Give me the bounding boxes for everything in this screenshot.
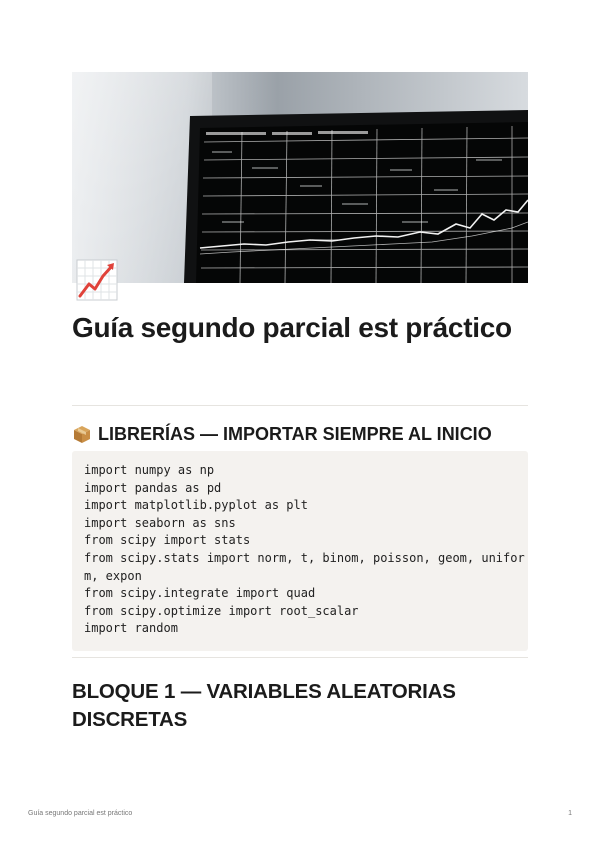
stock-chart-photo [72, 72, 528, 283]
footer-page-number: 1 [568, 810, 572, 817]
footer-doc-name: Guía segundo parcial est práctico [28, 810, 133, 817]
page-title: Guía segundo parcial est práctico [72, 312, 512, 343]
code-line: from scipy.stats import norm, t, binom, poisson, geom, unifor [84, 550, 525, 565]
libraries-heading [72, 422, 528, 446]
code-line: import seaborn as sns [84, 515, 236, 530]
package-icon [72, 424, 92, 444]
cover-image [72, 72, 528, 283]
title-divider [72, 405, 528, 406]
code-line: import numpy as np [84, 463, 215, 477]
code-line: from scipy import stats [84, 533, 251, 548]
code-line: from scipy.integrate import quad [84, 586, 316, 601]
libraries-heading-text: LIBRERÍAS — IMPORTAR SIEMPRE AL INICIO [98, 424, 492, 444]
chart-increasing-icon [75, 258, 119, 302]
code-line: import matplotlib.pyplot as plt [84, 498, 308, 513]
code-block[interactable] [72, 451, 528, 651]
code-line: from scipy.optimize import root_scalar [84, 603, 359, 618]
code-line: import random [84, 621, 178, 636]
code-line: import pandas as pd [84, 480, 222, 495]
code-line: m, expon [84, 568, 142, 583]
block1-heading: BLOQUE 1 — VARIABLES ALEATORIAS DISCRETAS [72, 680, 456, 731]
section-divider [72, 657, 528, 658]
